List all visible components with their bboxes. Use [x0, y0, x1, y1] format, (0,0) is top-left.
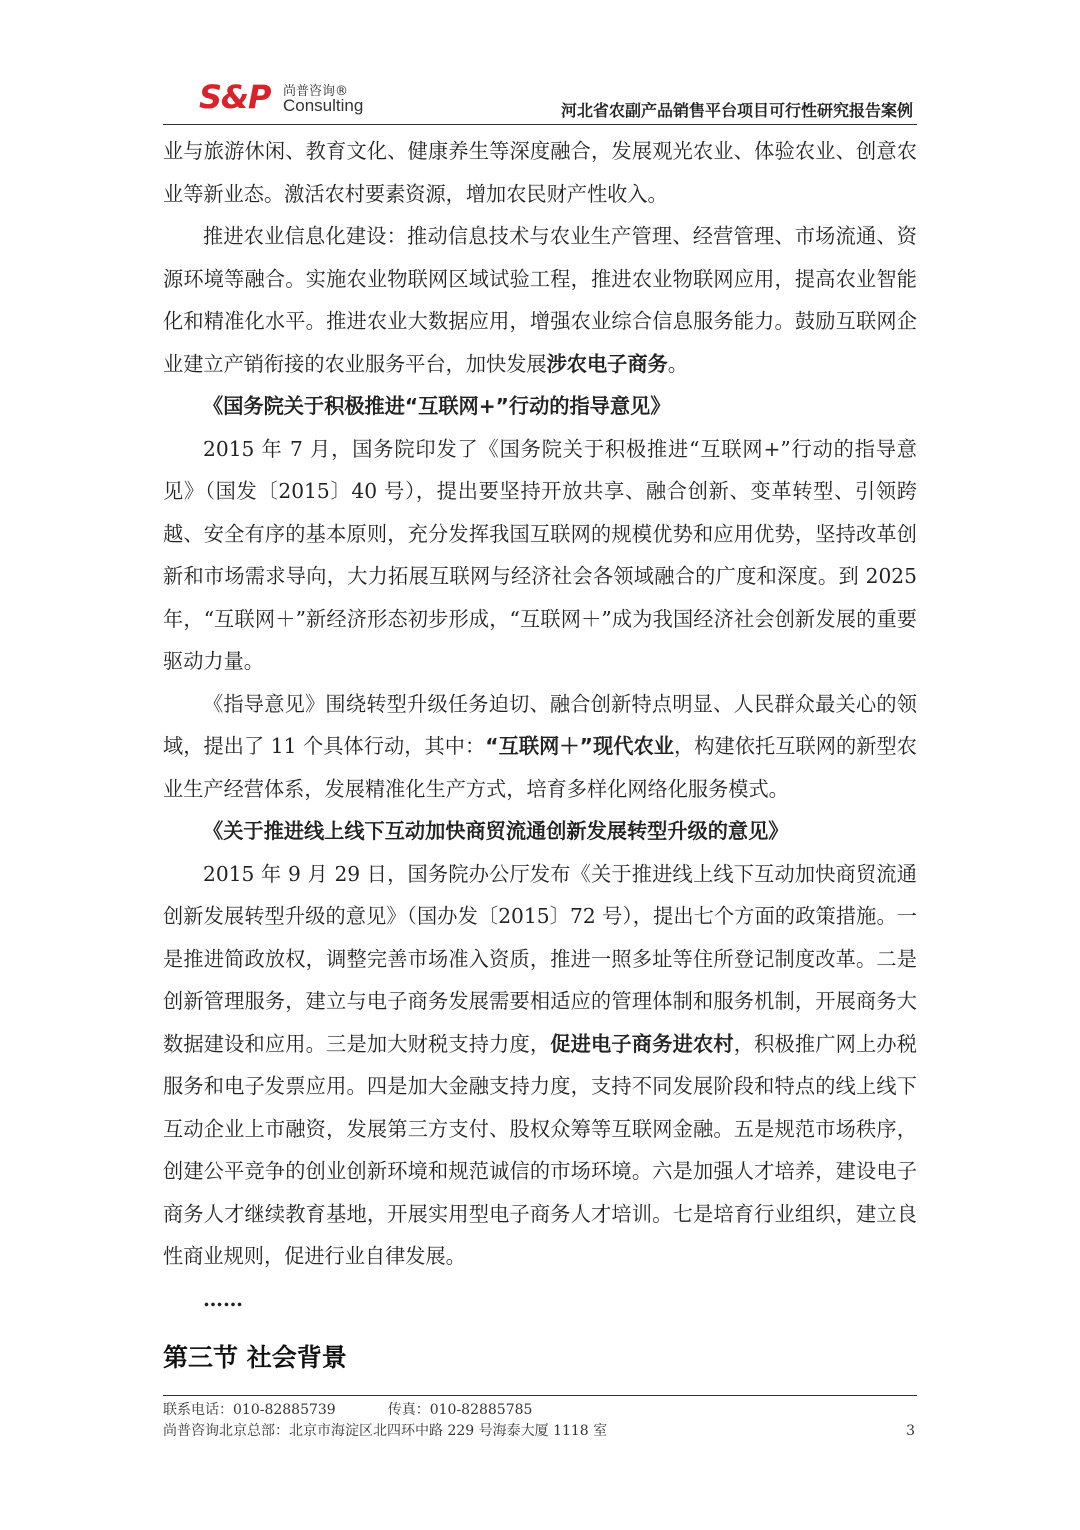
footer-phone: 联系电话：010-82885739	[163, 1402, 336, 1418]
paragraph-4	[163, 683, 917, 811]
report-title: 河北省农副产品销售平台项目可行性研究报告案例	[560, 101, 913, 120]
header-divider	[163, 124, 917, 125]
paragraph-4-end: ，构建依托互联网的新型农业生产经营体系，发展精准化生产方式，培育多样化网络化服务模式。	[163, 734, 917, 801]
paragraph-4-text: 《指导意见》围绕转型升级任务迫切、融合创新特点明显、人民群众最关心的领域，提出了 11 个具体行动，其中：	[163, 691, 917, 758]
paragraph-3: 2015 年 7 月，国务院印发了《国务院关于积极推进“互联网+”行动的指导意见》（国发〔2015〕40 号），提出要坚持开放共享、融合创新、变革转型、引领跨越、安全有序的基本原则，充分发挥我国互联网的规模优势和应用优势，坚持改革创新和市场需求导向，大力拓展互联网与经济社会各领域融合的广度和深度。到 2025 年，“互联网＋”新经济形态初步形成，“互联网＋”成为我国经济社会创新发展的重要驱动力量。	[163, 436, 917, 673]
paragraph-5-highlight: 促进电子商务进农村	[550, 1031, 734, 1056]
paragraph-2-text: 推进农业信息化建设：推动信息技术与农业生产管理、经营管理、市场流通、资源环境等融合。实施农业物联网区域试验工程，推进农业物联网应用，提高农业智能化和精准化水平。推进农业大数据应用，增强农业综合信息服务能力。鼓励互联网企业建立产销衔接的农业服务平台，加快发展	[163, 224, 917, 376]
page-header	[163, 72, 917, 124]
footer-divider	[163, 1395, 917, 1396]
footer-contact-line	[163, 1400, 917, 1421]
paragraph-1: 业与旅游休闲、教育文化、健康养生等深度融合，发展观光农业、体验农业、创意农业等新业态。激活农村要素资源，增加农民财产性收入。	[163, 139, 917, 206]
footer-address: 尚普咨询北京总部：北京市海淀区北四环中路 229 号海泰大厦 1118 室	[163, 1423, 608, 1439]
paragraph-5-text: 2015 年 9 月 29 日，国务院办公厅发布《关于推进线上线下互动加快商贸流通创新发展转型升级的意见》（国办发〔2015〕72 号），提出七个方面的政策措施。一是推进简政放权，调整完善市场准入资质，推进一照多址等住所登记制度改革。二是创新管理服务，建立与电子商务发展需要相适应的管理体制和服务机制，开展商务大数据建设和应用。三是加大财税支持力度，	[163, 861, 917, 1056]
section-title: 第三节 社会背景	[163, 1343, 347, 1372]
paragraph-4-highlight: “互联网＋”现代农业	[485, 734, 674, 758]
logo-chinese-name: 尚普咨询®	[283, 84, 349, 99]
paragraph-5-end: ，积极推广网上办税服务和电子发票应用。四是加大金融支持力度，支持不同发展阶段和特点的线上线下互动企业上市融资，发展第三方支付、股权众筹等互联网金融。五是规范市场秩序，创建公平竞争的创业创新环境和规范诚信的市场环境。六是加强人才培养，建设电子商务人才继续教育基地，开展实用型电子商务人才培训。七是培育行业组织，建立良性商业规则，促进行业自律发展。	[163, 1031, 917, 1268]
ellipsis: ……	[203, 1286, 243, 1311]
paragraph-2-end: 。	[667, 351, 688, 376]
logo-mark: S&P	[199, 78, 271, 116]
policy-title-1: 《国务院关于积极推进“互联网+”行动的指导意见》	[203, 394, 671, 418]
page-footer	[163, 1400, 917, 1442]
paragraph-2-highlight: 涉农电子商务	[546, 351, 668, 376]
page-number: 3	[906, 1423, 915, 1439]
footer-fax: 传真：010-82885785	[387, 1402, 533, 1418]
logo-english-name: Consulting	[283, 96, 364, 115]
paragraph-2	[163, 215, 917, 385]
policy-title-2: 《关于推进线上线下互动加快商贸流通创新发展转型升级的意见》	[203, 819, 789, 843]
paragraph-5	[163, 853, 917, 1278]
page-body	[163, 130, 917, 1320]
